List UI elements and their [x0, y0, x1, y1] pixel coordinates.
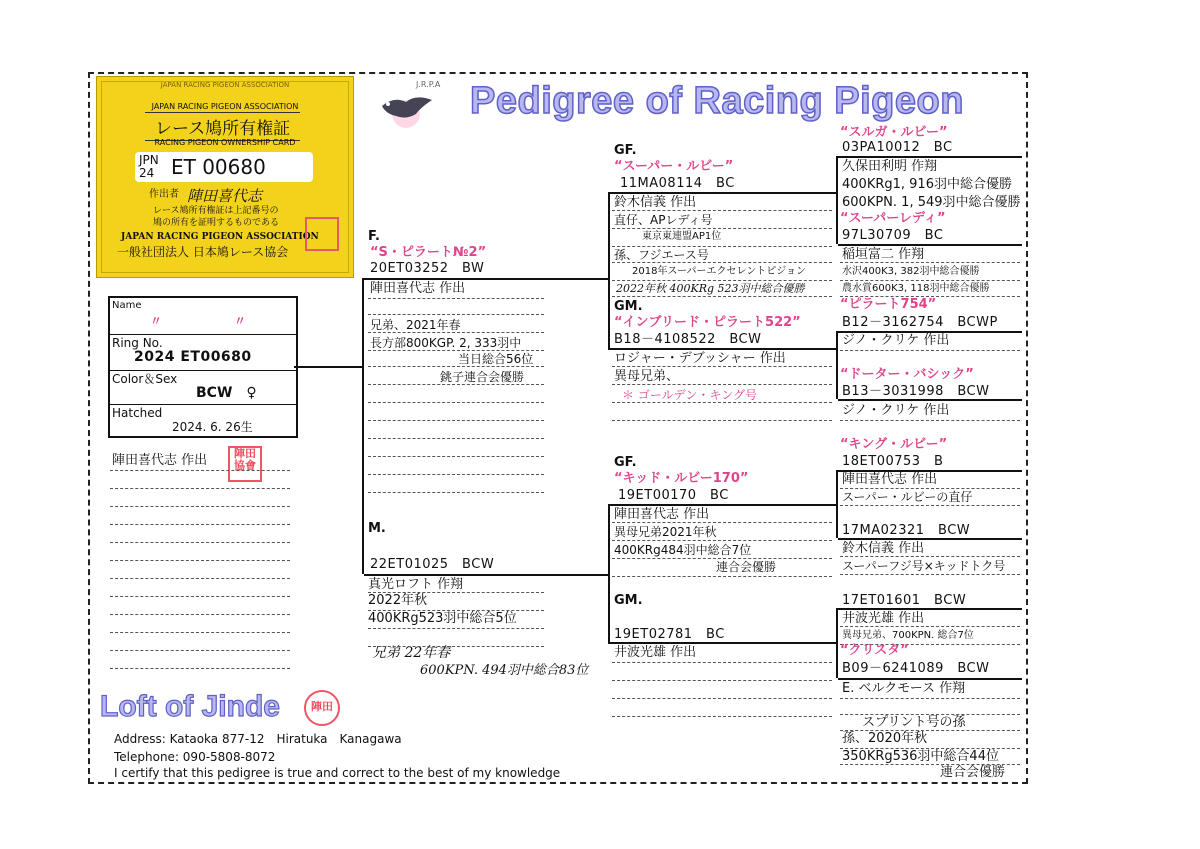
- ring-label: Ring No.: [112, 336, 163, 350]
- card-notice-1: レース鳩所有権証は上記番号の: [153, 206, 279, 216]
- gf1-dash: [612, 246, 832, 247]
- father-line-2: 兄弟、2021年春: [370, 318, 461, 332]
- gf1-dash: [612, 210, 832, 211]
- father-dash: [368, 402, 544, 403]
- ggp1-underline: [838, 156, 1022, 158]
- mother-dash: [368, 610, 544, 611]
- subject-breeder: 陣田喜代志 作出: [112, 453, 208, 468]
- gf2-line-1: 陣田喜代志 作出: [614, 507, 710, 522]
- connector-ggp2: [836, 331, 838, 399]
- mother-dash: [368, 592, 544, 593]
- ggp6-line-2: スーパーフジ号×キッドトク号: [842, 559, 1006, 573]
- gm1-underline: [608, 348, 836, 350]
- mother-line-3: 400KRg523羽中総合5位: [368, 611, 517, 626]
- father-line-4: 当日総合56位: [458, 352, 534, 366]
- gf1-dash: [612, 296, 832, 297]
- ggp6-underline: [838, 538, 1022, 540]
- ggp1-line-3: 600KPN. 1, 549羽中総合優勝: [842, 195, 1021, 210]
- gf1-line-4: 孫、フジエース号: [614, 248, 709, 262]
- ggp1-name: “スルガ・ルビー”: [840, 125, 948, 140]
- gm1-dash: [612, 420, 832, 421]
- ggp4-name: “ドーター・バシック”: [840, 367, 974, 382]
- ggp5-dash: [840, 488, 1020, 489]
- father-dash: [368, 420, 544, 421]
- gm2-label: GM.: [614, 593, 643, 608]
- gf1-label: GF.: [614, 143, 637, 158]
- note-line: [110, 524, 290, 525]
- gm2-dash: [612, 716, 832, 717]
- note-line: [110, 560, 290, 561]
- father-line-5: 銚子連合会優勝: [440, 370, 525, 384]
- certify-statement: I certify that this pedigree is true and correct to the best of my knowledge: [114, 766, 561, 780]
- gm1-label: GM.: [614, 299, 643, 314]
- gm2-underline: [608, 642, 836, 644]
- ownership-card: [96, 76, 354, 278]
- gf1-line-1: 鈴木信義 作出: [614, 195, 697, 210]
- gf2-underline: [608, 504, 836, 506]
- gf2-line-3: 400KRg484羽中総合7位: [614, 543, 752, 557]
- card-owner-label: 作出者: [149, 189, 179, 200]
- pigeon-logo-icon: [376, 86, 436, 130]
- ggp5-line-2: スーパー・ルビーの直仔: [842, 490, 973, 504]
- ggp8-dash: [840, 764, 1020, 765]
- gm1-line-2: 異母兄弟、: [614, 369, 680, 384]
- note-line: [110, 578, 290, 579]
- gm2-line-1: 井波光雄 作出: [614, 645, 697, 660]
- page-title: Pedigree of Racing Pigeon: [470, 80, 964, 122]
- ggp8-dash: [840, 748, 1020, 749]
- name-value: 〃 〃: [150, 314, 247, 328]
- gm1-dash: [612, 384, 832, 385]
- hatched-value: 2024. 6. 26生: [172, 420, 253, 434]
- gm2-dash: [612, 698, 832, 699]
- gm2-dash: [612, 680, 832, 681]
- mother-line-2: 2022年秋: [368, 593, 428, 608]
- father-dash: [368, 456, 544, 457]
- mother-label: M.: [368, 521, 386, 536]
- ggp7-ring: 17ET01601 BCW: [842, 593, 967, 608]
- ggp2-line-2: 水沢400K3, 382羽中総合優勝: [842, 266, 980, 277]
- ggp1-line-1: 久保田利明 作翔: [842, 159, 938, 174]
- ggp4-dash: [840, 420, 1020, 421]
- connector-ggp1: [836, 156, 838, 244]
- note-line: [110, 668, 290, 669]
- note-line: [110, 542, 290, 543]
- loft-seal: 陣田: [304, 690, 340, 726]
- father-dash: [368, 474, 544, 475]
- ggp4-ring: B13－3031998 BCW: [842, 384, 990, 399]
- father-line-3: 長方部800KGP. 2, 333羽中: [370, 336, 522, 350]
- ggp2-underline: [838, 244, 1022, 246]
- ggp7-line-2: 異母兄弟、700KPN. 総合7位: [842, 630, 974, 641]
- ggp6-ring: 17MA02321 BCW: [842, 523, 971, 538]
- color-value: BCW ♀: [196, 385, 257, 401]
- card-ring-year: 24: [139, 166, 155, 180]
- telephone: Telephone: 090-5808-8072: [114, 750, 276, 764]
- father-underline: [364, 278, 608, 280]
- ggp8-line-5: 連合会優勝: [940, 765, 1006, 780]
- connector-ggp4: [836, 608, 838, 678]
- connector-subject: [294, 366, 362, 368]
- ggp2-dash: [840, 280, 1020, 281]
- card-assoc-jp: 一般社団法人 日本鳩レース協会: [117, 245, 289, 259]
- card-ring-box: [135, 152, 313, 182]
- gf2-name: “キッド・ルビー170”: [614, 471, 749, 486]
- ggp3-dash: [840, 350, 1020, 351]
- gm1-dash: [612, 366, 832, 367]
- connector-gp2: [608, 504, 610, 642]
- ggp5-ring: 18ET00753 B: [842, 454, 944, 469]
- jrpa-label: J.R.P.A: [416, 80, 441, 89]
- father-dash: [368, 350, 544, 351]
- connector-gp1: [608, 192, 610, 348]
- card-assoc-en-top: JAPAN RACING PIGEON ASSOCIATION: [151, 102, 299, 111]
- father-dash: [368, 366, 544, 367]
- address: Address: Kataoka 877-12 Hiratuka Kanagawa: [114, 732, 402, 746]
- gm1-name: “インブリード・ピラート522”: [614, 315, 801, 330]
- gf1-line-6: 2022年秋 400KRg 523羽中総合優勝: [616, 282, 805, 295]
- hatched-label: Hatched: [112, 406, 163, 420]
- gf1-underline: [608, 192, 836, 194]
- ggp3-name: “ピラート754”: [840, 297, 937, 312]
- connector-ggp3: [836, 470, 838, 538]
- card-seal: [305, 217, 339, 251]
- father-dash: [368, 298, 544, 299]
- gf1-line-2: 直仔、APレディ号: [614, 213, 713, 227]
- gf2-label: GF.: [614, 455, 637, 470]
- ggp2-line-3: 農水賞600K3, 118羽中総合優勝: [842, 283, 990, 294]
- ggp6-line-1: 鈴木信義 作出: [842, 541, 925, 556]
- ggp5-dash: [840, 505, 1020, 506]
- gm2-ring: 19ET02781 BC: [614, 627, 725, 642]
- mother-dash: [368, 646, 544, 647]
- gf2-dash: [612, 522, 832, 523]
- gf2-ring: 19ET00170 BC: [618, 488, 729, 503]
- note-line: [110, 632, 290, 633]
- ggp3-ring: B12－3162754 BCWP: [842, 315, 998, 330]
- ggp1-line-2: 400KRg1, 916羽中総合優勝: [842, 177, 1012, 192]
- gm1-line-1: ロジャー・デブッシャー 作出: [614, 351, 786, 366]
- father-dash: [368, 332, 544, 333]
- ggp5-name: “キング・ルビー”: [840, 437, 948, 452]
- breeder-seal: 陣田 協會: [228, 446, 262, 482]
- loft-name: Loft of Jinde: [100, 690, 280, 723]
- ggp2-line-1: 稲垣富二 作翔: [842, 247, 925, 262]
- ggp7-underline: [838, 608, 1022, 610]
- ggp8-name: “クリスタ”: [840, 643, 909, 658]
- father-dash: [368, 438, 544, 439]
- gf1-line-3: 東京東連盟AP1位: [642, 231, 722, 242]
- gf1-dash: [612, 262, 832, 263]
- father-ring: 20ET03252 BW: [370, 261, 485, 276]
- ggp8-dash: [840, 730, 1020, 731]
- card-owner: 陣田喜代志: [187, 187, 263, 205]
- ggp4-underline: [838, 399, 1022, 401]
- mother-line-5: 600KPN. 494羽中総合83位: [420, 663, 589, 678]
- mother-ring: 22ET01025 BCW: [370, 557, 495, 572]
- ggp5-line-1: 陣田喜代志 作出: [842, 472, 938, 487]
- ggp2-name: “スーパーレディ”: [840, 211, 946, 226]
- gm2-dash: [612, 662, 832, 663]
- color-label: Color＆Sex: [112, 372, 178, 386]
- mother-line-4: 兄弟 22年春: [372, 645, 451, 661]
- card-assoc-en: JAPAN RACING PIGEON ASSOCIATION: [121, 232, 319, 242]
- ggp8-line-2: スプリント号の孫: [862, 715, 966, 730]
- ggp8-line-1: E. ベルクモース 作翔: [842, 681, 966, 696]
- father-line-1: 陣田喜代志 作出: [370, 281, 466, 296]
- ggp7-line-1: 井波光雄 作出: [842, 611, 925, 626]
- note-line: [110, 506, 290, 507]
- ggp8-underline: [838, 678, 1022, 680]
- mother-dash: [368, 628, 544, 629]
- gf1-dash: [612, 280, 832, 281]
- father-dash: [368, 314, 544, 315]
- gm1-dash: [612, 402, 832, 403]
- card-title-en: RACING PIGEON OWNERSHIP CARD: [154, 138, 296, 147]
- card-title-jp: レース鳩所有権証: [145, 112, 300, 141]
- ggp3-line-1: ジノ・クリケ 作出: [842, 333, 950, 348]
- gf2-dash: [612, 576, 832, 577]
- father-dash: [368, 384, 544, 385]
- card-assoc-top: JAPAN RACING PIGEON ASSOCIATION: [160, 81, 290, 89]
- gf1-name: “スーパー・ルビー”: [614, 159, 734, 174]
- ggp7-dash: [840, 626, 1020, 627]
- gf1-ring: 11MA08114 BC: [620, 176, 735, 191]
- ggp8-line-4: 350KRg536羽中総合44位: [842, 749, 999, 764]
- card-ring-country: JPN: [139, 153, 159, 167]
- name-label: Name: [112, 300, 142, 311]
- mother-underline: [364, 574, 608, 576]
- ggp6-dash: [840, 574, 1020, 575]
- gf2-dash: [612, 558, 832, 559]
- note-line: [110, 596, 290, 597]
- father-label: F.: [368, 229, 380, 244]
- gf2-dash: [612, 540, 832, 541]
- gf1-line-5: 2018年スーパーエクセレントピジョン: [632, 266, 806, 277]
- ggp4-line-1: ジノ・クリケ 作出: [842, 403, 950, 418]
- ggp8-line-3: 孫、2020年秋: [842, 731, 928, 746]
- gf2-line-2: 異母兄弟2021年秋: [614, 525, 717, 539]
- card-ring-no: ET 00680: [171, 155, 266, 179]
- ggp8-dash: [840, 698, 1020, 699]
- gm1-ring: B18－4108522 BCW: [614, 332, 762, 347]
- ggp1-ring: 03PA10012 BC: [842, 140, 953, 155]
- note-line: [110, 470, 290, 471]
- note-line: [110, 614, 290, 615]
- gm1-line-3: ＊ ゴールデン・キング号: [622, 388, 757, 402]
- gf2-line-4: 連合会優勝: [716, 560, 777, 574]
- mother-line-1: 真光ロフト 作翔: [368, 577, 464, 592]
- note-line: [110, 650, 290, 651]
- father-name: “S・ピラート№2”: [370, 245, 487, 260]
- connector-parents: [362, 278, 364, 574]
- ggp2-dash: [840, 262, 1020, 263]
- father-dash: [368, 492, 544, 493]
- ggp8-dash: [840, 714, 1020, 715]
- ggp8-ring: B09－6241089 BCW: [842, 661, 990, 676]
- ggp2-ring: 97L30709 BC: [842, 228, 944, 243]
- note-line: [110, 488, 290, 489]
- ring-value: 2024 ET00680: [134, 349, 252, 365]
- card-notice-2: 鳩の所有を証明するものである: [153, 218, 280, 228]
- ggp6-dash: [840, 556, 1020, 557]
- gf1-dash: [612, 228, 832, 229]
